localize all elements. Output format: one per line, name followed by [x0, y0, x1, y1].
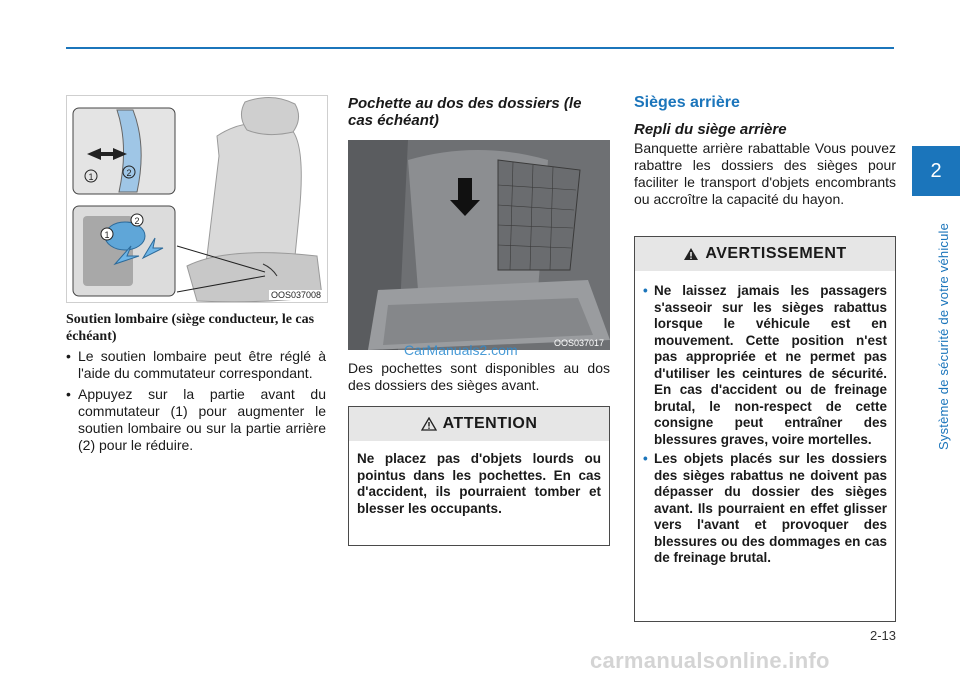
lumbar-bullet: • Le soutien lombaire peut être réglé à l'aide du commutateur correspondant. [66, 348, 326, 382]
pocket-photo-svg [348, 140, 610, 350]
lumbar-bullet: • Appuyez sur la partie avant du commutateur (1) pour augmenter le soutien lombaire ou sur la partie arrière (2) pour le réduire. [66, 386, 326, 454]
attention-text: Ne placez pas d'objets lourds ou pointus dans les pochettes. En cas d'accident, ils pourraient tomber et blesser les occupants. [357, 451, 601, 516]
page-number: 2-13 [869, 628, 896, 643]
footer-watermark: carmanualsonline.info [590, 648, 830, 673]
pocket-body: Des pochettes sont disponibles au dos des dossiers des sièges avant. [348, 360, 610, 393]
attention-header [349, 407, 609, 441]
warning-body [635, 271, 895, 578]
warning-list [643, 283, 887, 567]
warning-box [634, 236, 896, 622]
lumbar-support-illustration [66, 95, 328, 303]
seatback-pocket-photo [348, 140, 610, 350]
seat-illustration-svg [67, 96, 328, 303]
header-rule [66, 47, 894, 49]
inset-label-2: 2 [126, 168, 132, 178]
figure-code: OOS037017 [553, 338, 604, 348]
warning-item: • Les objets placés sur les dossiers des sièges rabattus ne doivent pas dépasser du dossier des sièges avant. Ils pourraient en effet glisser vers l'avant et provoquer des blessures ou des dommages en cas de freinage brutal. [643, 451, 887, 567]
caution-triangle-icon [421, 417, 437, 431]
figure-code: OOS037008 [270, 290, 321, 300]
switch-label-1: 1 [104, 230, 110, 240]
inset-label-1: 1 [88, 172, 94, 182]
attention-box [348, 406, 610, 546]
chapter-title-vertical [936, 200, 952, 460]
watermark-text: CarManuals2.com [404, 342, 518, 358]
switch-label-2: 2 [134, 216, 140, 226]
rear-seats-body: Banquette arrière rabattable Vous pouvez rabattre les dossiers des sièges pour faciliter le transport d'objets encombrants ou accroître la capacité du hayon. [634, 140, 896, 207]
lumbar-bullets [66, 348, 326, 458]
warning-item: • Ne laissez jamais les passagers s'asseoir sur les sièges rabattus lorsque le véhicule est en mouvement. Cette position n'est pas appropriée et ne permet pas d'utiliser les ceintures de sécurité. En cas d'accident ou de freinage brutal, le non-respect de cette consigne peut entraîner des blessures graves, voire mortelles. [643, 283, 887, 448]
pocket-heading: Pochette au dos des dossiers (le cas échéant) [348, 95, 582, 129]
attention-title: ATTENTION [442, 415, 538, 432]
rear-seats-heading: Sièges arrière [634, 94, 740, 111]
chapter-number-tab: 2 [912, 146, 960, 196]
warning-triangle-icon [683, 247, 699, 261]
warning-title: AVERTISSEMENT [705, 245, 847, 262]
warning-header [635, 237, 895, 271]
fold-seat-subheading: Repli du siège arrière [634, 121, 787, 138]
lumbar-heading: Soutien lombaire (siège conducteur, le cas échéant) [66, 312, 315, 344]
chapter-title-text: Système de sécurité de votre véhicule [936, 222, 951, 450]
